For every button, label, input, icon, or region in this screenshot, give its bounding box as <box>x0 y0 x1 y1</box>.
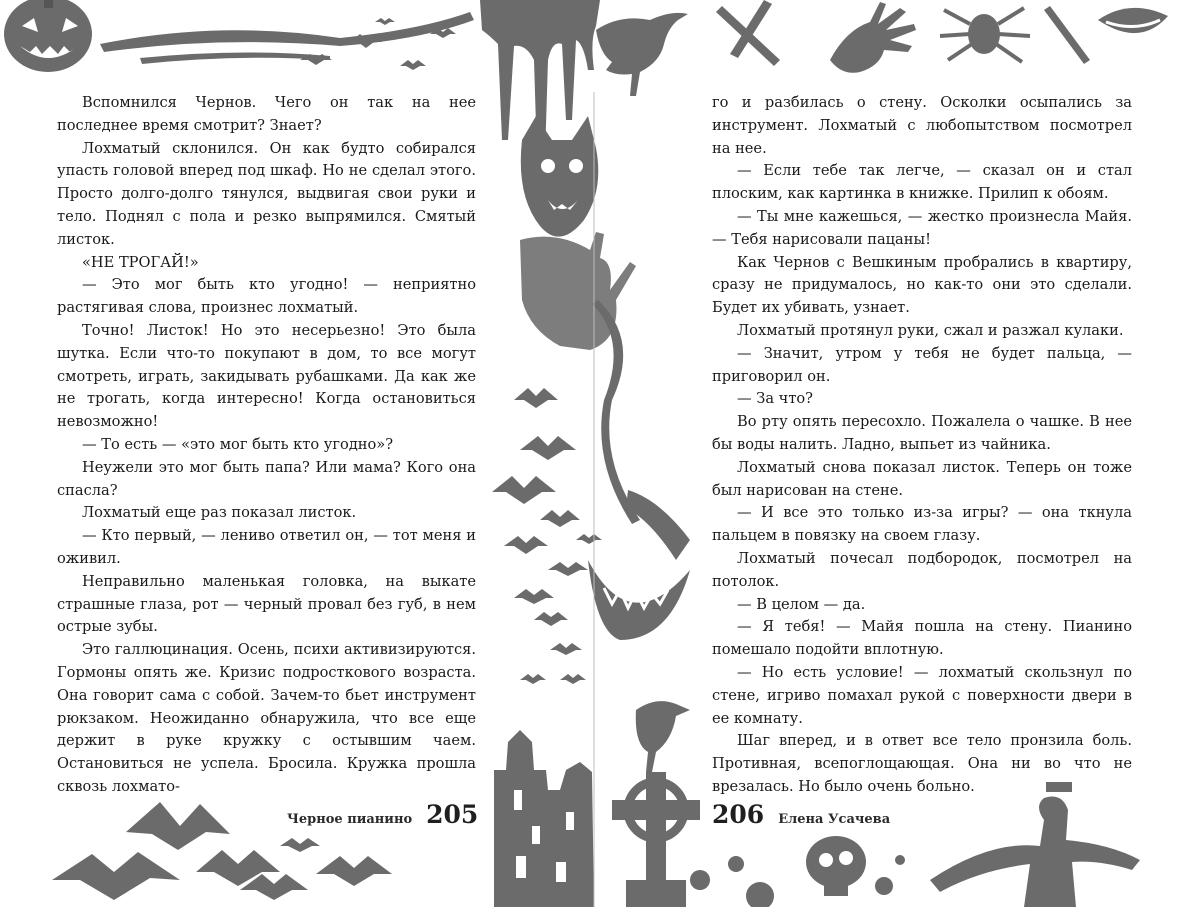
bat-icon <box>540 510 580 527</box>
paragraph: — То есть — «это мог быть кто угодно»? <box>82 435 394 453</box>
paragraph: Лохматый еще раз показал листок. <box>82 504 357 522</box>
bat-icon <box>550 643 582 655</box>
paragraph: — Если тебе так легче, — сказал он и стал плоским, как картинка в книжке. Прилип к обоям. <box>712 162 1132 203</box>
church-icon <box>494 730 594 907</box>
pumpkin-icon <box>4 0 92 72</box>
paragraph: — За что? <box>737 390 813 408</box>
right-page-text <box>712 92 1132 799</box>
bat-icon <box>560 674 586 684</box>
paragraph-continuation: го и разбилась о стену. Осколки осыпались за инструмент. Лохматый с любопытством посмотрел на нее. <box>712 94 1132 157</box>
paragraph: Лохматый склонился. Он как будто собирался упасть головой вперед под шкаф. Но не сделал этого. Просто долго-долго тянулся, выдвигая свои руки и тело. Поднял с пола и резко выпрямился. Смятый листок. <box>57 139 476 248</box>
spider-icon <box>940 8 1030 62</box>
paragraph: — И все это только из-за игры? — она ткнула пальцем в повязку на своем глазу. <box>712 504 1132 545</box>
left-page-text <box>57 92 476 799</box>
paragraph: — Значит, утром у тебя не будет пальца, — приговорил он. <box>712 344 1132 385</box>
skull-icon <box>806 836 866 896</box>
paragraph: Лохматый протянул руки, сжал и разжал кулаки. <box>737 321 1124 339</box>
grin-icon <box>588 490 690 640</box>
bat-icon <box>548 562 588 576</box>
page-number: 205 <box>426 800 479 829</box>
paragraph: Это галлюцинация. Осень, психи активизируются. Гормоны опять же. Кризис подросткового возраста. Она говорит сама с собой. Зачем-то бьет инструмент рюкзаком. Неожиданно обнаружила, что все еще держит в руке кружку с остывшим чаем. Остановиться не успела. Бросила. Кружка прошла сквозь лохмато- <box>57 641 476 795</box>
cross-icon <box>612 772 700 907</box>
bat-icon <box>576 534 602 544</box>
paragraph: Как Чернов с Вешкиным пробрались в квартиру, сразу не придумалось, но как-то они это сделали. Будет их убивать, узнает. <box>712 253 1132 317</box>
paragraph: Точно! Листок! Но это несерьезно! Это была шутка. Если что-то покупают в дом, то все могут смотреть, играть, закидывать рубашками. Да как же не трогать, когда интересно! Когда остановиться невозможно! <box>57 321 476 431</box>
bat-icon <box>514 388 558 408</box>
bat-icon <box>520 674 546 684</box>
left-page-footer <box>287 800 478 836</box>
paragraph: Вспомнился Чернов. Чего он так на нее последнее время смотрит? Знает? <box>57 94 476 134</box>
bat-icon <box>316 856 392 886</box>
paragraph: Лохматый снова показал листок. Теперь он тоже был нарисован на стене. <box>712 458 1132 499</box>
paragraph: «НЕ ТРОГАЙ!» <box>82 253 199 271</box>
paragraph: — Но есть условие! — лохматый скользнул по стене, игриво помахал рукой с поверхности двери в ее комнату. <box>712 663 1132 727</box>
bat-icon <box>400 60 426 70</box>
cat-icon <box>521 116 598 237</box>
hand-icon <box>830 2 916 73</box>
paragraph: Лохматый почесал подбородок, посмотрел на потолок. <box>712 549 1132 590</box>
right-page-footer <box>712 800 890 836</box>
bat-icon <box>504 536 548 554</box>
paragraph: — В целом — да. <box>737 595 866 613</box>
scarecrow-icon <box>930 782 1140 907</box>
bat-icon <box>514 589 554 604</box>
bat-icon <box>126 802 230 850</box>
paragraph: — Ты мне кажешься, — жестко произнесла Майя. — Тебя нарисовали пацаны! <box>712 207 1132 248</box>
bat-icon <box>375 18 395 25</box>
paragraph: — Я тебя! — Майя пошла на стену. Пианино помешало подойти вплотную. <box>712 618 1132 659</box>
bat-icon <box>534 612 568 626</box>
paragraph: Во рту опять пересохло. Пожалела о чашке. В нее бы воды налить. Ладно, выпьет из чайника. <box>712 413 1132 453</box>
raven-icon <box>636 701 690 772</box>
paragraph: — Это мог быть кто угодно! — неприятно растягивая слова, произнес лохматый. <box>57 276 476 317</box>
running-title: Черное пианино <box>287 812 413 827</box>
paragraph: Неужели это мог быть папа? Или мама? Кого она спасла? <box>57 458 476 499</box>
cross-icon <box>716 0 780 66</box>
raven-icon <box>596 13 688 96</box>
bat-icon <box>520 436 576 460</box>
lips-icon <box>1098 8 1168 33</box>
bat-icon <box>52 852 180 900</box>
running-title: Елена Усачева <box>778 812 891 827</box>
ink-streak <box>140 52 330 64</box>
bat-icon <box>492 476 556 504</box>
bat-icon <box>280 838 320 852</box>
paragraph: — Кто первый, — лениво ответил он, — тот меня и оживил. <box>57 527 476 567</box>
ink-streak <box>100 12 474 52</box>
paragraph: Неправильно маленькая головка, на выкате страшные глаза, рот — черный провал без губ, в нем острые зубы. <box>57 572 476 636</box>
page-number: 206 <box>712 800 765 829</box>
paragraph: Шаг вперед, и в ответ все тело пронзила боль. Противная, всепоглощающая. Она ни во что не врезалась. Но было очень больно. <box>712 732 1132 795</box>
ink-streak <box>1044 6 1090 64</box>
ink-splatter <box>690 855 905 907</box>
